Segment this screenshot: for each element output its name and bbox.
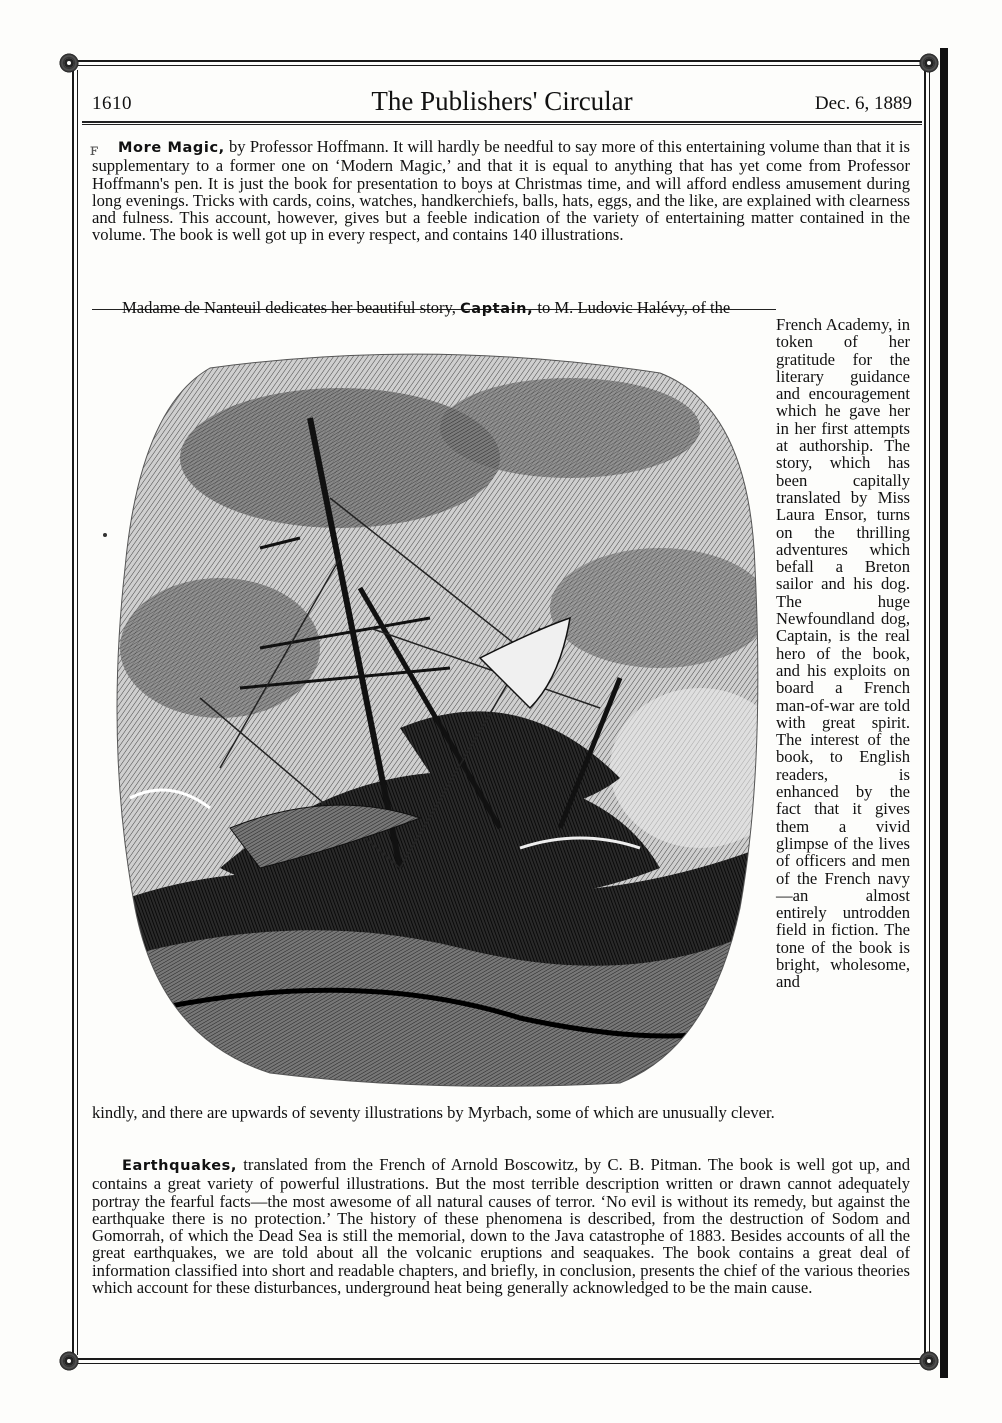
review-intro-continued: to M. Ludovic Halévy, of the [533, 298, 731, 317]
review-title: Captain, [460, 301, 534, 317]
page-edge-shadow [940, 48, 948, 1378]
left-border-rule-inner [77, 70, 78, 1355]
review-captain-side-column: French Academy, in token of her gratitude for the literary guidance and encouragement which he gave her in her first attempts at authorship. The story, which has been capitally translated by Miss Laura Ensor, turns on the thrilling adventures which befall a Breton sailor and his dog. The huge Newfoundland dog, Captain, is the real hero of the book, and his exploits on board a French man-of-war are told with great spirit. The interest of the book, to English readers, is enhanced by the fact that it gives them a vivid glimpse of the lives of officers and men of the French navy—an almost entirely untrodden field in fiction. The tone of the book is bright, wholesome, and [776, 315, 910, 992]
review-earthquakes [92, 1156, 910, 1296]
shipwreck-engraving [100, 348, 760, 1088]
page-header [92, 86, 912, 122]
corner-ornament-bottom-left [58, 1350, 80, 1372]
running-title: The Publishers' Circular [371, 86, 633, 116]
corner-ornament-top-left [58, 52, 80, 74]
review-body: translated from the French of Arnold Boscowitz, by C. B. Pitman. The book is well got up, and contains a great variety of powerful illustrations. But the most terrible description written or drawn cannot adequately portray the fearful facts—the most awesome of all natural causes of terror. ‘No evil is without its remedy, but against the earthquake there is no protection.’ The history of these phenomena is described, from the destruction of Sodom and Gomorrah, of which the Dead Sea is still the memorial, down to the Java catastrophe of 1883. Besides accounts of all the great earthquakes, we are told about all the volcanic eruptions and seaquakes. The book contains a great deal of information classified into short and readable chapters, and briefly, in conclusion, presents the chief of the various theories which account for these disturbances, underground heat being generally acknowledged to be the main cause. [92, 1155, 910, 1298]
issue-date: Dec. 6, 1889 [814, 93, 912, 114]
right-border-rule [924, 70, 926, 1355]
review-title: Earthquakes, [122, 1158, 238, 1174]
corner-ornament-bottom-right [918, 1350, 940, 1372]
review-body: by Professor Hoffmann. It will hardly be needful to say more of this entertaining volume than that it is supplementary to a former one on ‘Modern Magic,’ and that it is equal to anything that has yet come from Professor Hoffmann's pen. It is just the book for presentation to boys at Christmas time, and will afford endless amusement during long evenings. Tricks with cards, coins, watches, handkerchiefs, balls, hats, eggs, and the like, are explained with clearness and fulness. This account, however, gives but a feeble indication of the variety of entertaining matter contained in the volume. The book is well got up in every respect, and contains 140 illustrations. [92, 137, 910, 245]
corner-ornament-top-right [918, 52, 940, 74]
review-more-magic [92, 138, 910, 244]
header-rule-secondary [82, 124, 922, 125]
header-rule [82, 121, 922, 123]
bottom-border-rule [66, 1358, 932, 1360]
top-border-rule [66, 60, 932, 62]
review-intro: Madame de Nanteuil dedicates her beautiful story, [122, 298, 461, 317]
right-border-rule-inner [929, 70, 930, 1355]
margin-mark: ꜰ [90, 142, 99, 159]
bottom-border-rule-inner [66, 1363, 932, 1364]
top-border-rule-inner [66, 65, 932, 66]
left-border-rule [72, 70, 74, 1355]
print-speck [103, 533, 107, 537]
review-captain-tail: kindly, and there are upwards of seventy illustrations by Myrbach, some of which are unusually clever. [92, 1103, 775, 1122]
page-number: 1610 [92, 93, 132, 114]
review-title: More Magic, [118, 140, 225, 156]
